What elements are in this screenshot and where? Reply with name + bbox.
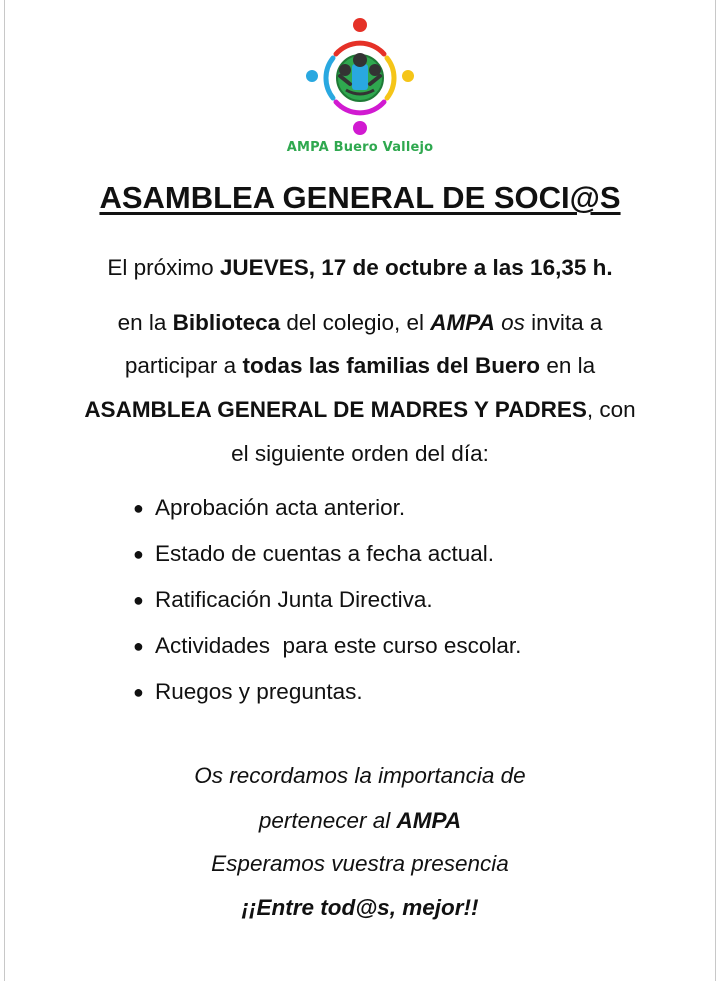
agenda-item-text: Aprobación acta anterior. <box>155 495 406 520</box>
body-line-1 <box>5 309 715 337</box>
closing-line-2 <box>5 808 715 834</box>
list-item <box>133 538 521 584</box>
bullet-icon: ● <box>133 682 144 702</box>
document-page <box>4 0 716 981</box>
bullet-icon: ● <box>133 544 144 564</box>
agenda-item-text: Ruegos y preguntas. <box>155 679 363 704</box>
closing-line-1: Os recordamos la importancia de <box>194 763 526 788</box>
body-line-2 <box>5 352 715 380</box>
body-text: os <box>494 310 525 335</box>
bullet-icon: ● <box>133 636 144 656</box>
body-text: en la <box>540 353 596 378</box>
body-line-4: el siguiente orden del día: <box>231 441 489 466</box>
page-title: ASAMBLEA GENERAL DE SOCI@S <box>99 180 621 215</box>
meeting-place: Biblioteca <box>172 310 281 335</box>
agenda-list <box>133 492 521 722</box>
agenda-item-text: Ratificación Junta Directiva. <box>155 587 433 612</box>
ampa-family-circle-icon <box>300 14 420 136</box>
body-text: en la <box>117 310 173 335</box>
logo-name: AMPA Buero Vallejo <box>286 140 434 155</box>
list-item <box>133 630 521 676</box>
body-text: del colegio, el <box>280 310 431 335</box>
logo <box>5 14 715 155</box>
body-line-3 <box>5 396 715 424</box>
closing-text: pertenecer al <box>258 808 397 833</box>
assembly-name: ASAMBLEA GENERAL DE MADRES Y PADRES <box>84 397 587 422</box>
bullet-icon: ● <box>133 590 144 610</box>
bullet-icon: ● <box>133 498 144 518</box>
meeting-date: JUEVES, 17 de octubre a las 16,35 h. <box>219 255 613 280</box>
agenda-item-text: Estado de cuentas a fecha actual. <box>155 541 494 566</box>
list-item <box>133 584 521 630</box>
intro-prefix: El próximo <box>107 255 220 280</box>
list-item <box>133 676 521 722</box>
intro-line <box>5 254 715 282</box>
closing-slogan: ¡¡Entre tod@s, mejor!! <box>241 895 479 920</box>
body-text: participar a <box>124 353 243 378</box>
agenda-item-text: Actividades para este curso escolar. <box>155 633 522 658</box>
audience: todas las familias del Buero <box>242 353 541 378</box>
ampa-name: AMPA <box>396 808 462 833</box>
closing-line-3: Esperamos vuestra presencia <box>211 851 509 876</box>
ampa-name: AMPA <box>430 310 495 335</box>
list-item <box>133 492 521 538</box>
body-text: invita a <box>524 310 603 335</box>
body-text: , con <box>586 397 636 422</box>
